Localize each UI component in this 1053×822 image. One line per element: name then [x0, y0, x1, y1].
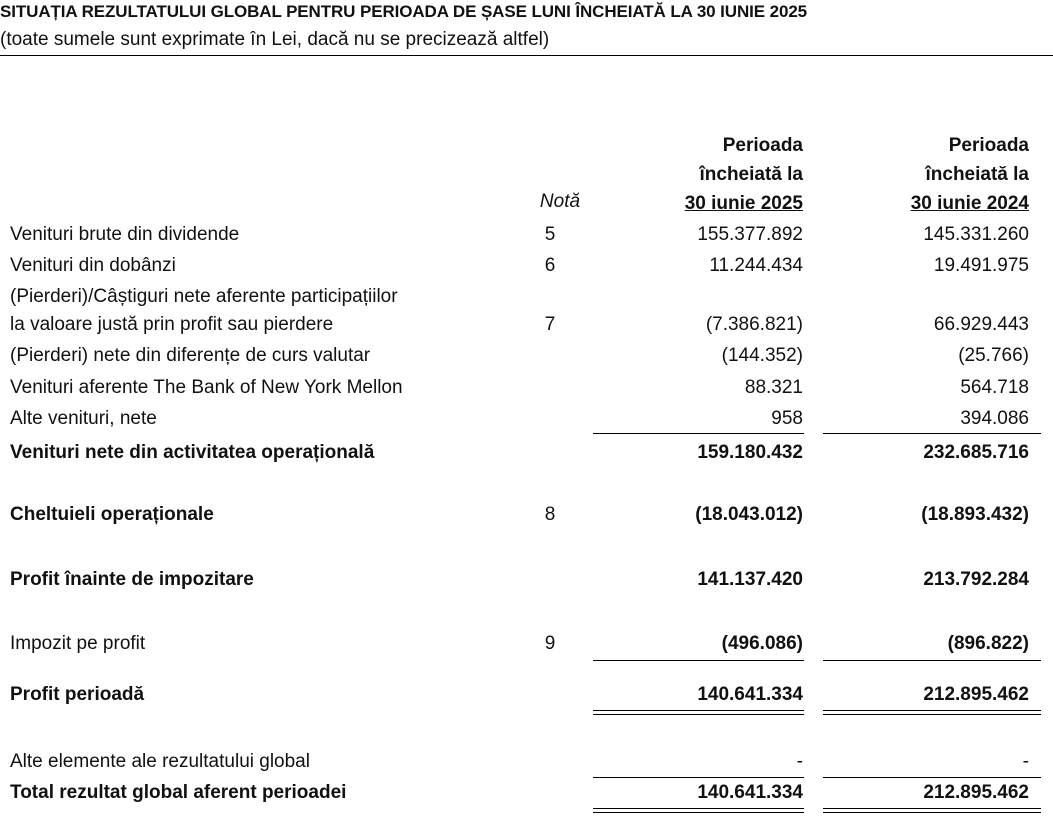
row-note: 8 [544, 504, 556, 525]
row-value-2024: (25.766) [958, 345, 1029, 366]
table-row [0, 569, 1053, 599]
total-double-rule-2025 [593, 710, 804, 715]
row-value-2024: 213.792.284 [923, 569, 1029, 590]
column-header-nota: Notă [539, 191, 581, 212]
row-value-2025: (496.086) [721, 633, 803, 654]
subtotal-rule-2025 [593, 777, 804, 778]
row-label: Alte venituri, nete [10, 408, 157, 429]
row-value-2025: (144.352) [721, 345, 803, 366]
total-double-rule-2024 [823, 808, 1041, 813]
table-row [0, 224, 1053, 254]
table-row [0, 633, 1053, 663]
row-label: Alte elemente ale rezultatului global [10, 751, 310, 772]
row-value-2024: - [1022, 751, 1029, 772]
row-label: (Pierderi)/Câștiguri nete aferente participațiilor [10, 286, 398, 307]
row-value-2024: 66.929.443 [933, 314, 1029, 335]
subtotal-rule-2024 [823, 660, 1041, 661]
statement-subtitle: (toate sumele sunt exprimate în Lei, dacă nu se precizează altfel) [0, 29, 550, 50]
subtotal-rule-2024 [823, 777, 1041, 778]
row-value-2025: 140.641.334 [697, 782, 803, 803]
column-header-2024-line3: 30 iunie 2024 [910, 193, 1029, 214]
table-row [0, 314, 1053, 344]
row-label: Impozit pe profit [10, 633, 146, 654]
subtotal-rule-2025 [593, 660, 804, 661]
row-note: 7 [544, 314, 556, 335]
column-header-2024 [830, 131, 1029, 218]
total-double-rule-2024 [823, 710, 1041, 715]
row-value-2024: 564.718 [960, 377, 1029, 398]
column-header-2024-line2: încheiată la [925, 164, 1029, 185]
column-header-2025-line1: Perioada [722, 135, 803, 156]
table-row [0, 286, 1053, 316]
table-row [0, 442, 1053, 472]
row-label: Venituri din dobânzi [10, 255, 176, 276]
statement-header [0, 0, 1053, 56]
row-label: (Pierderi) nete din diferențe de curs valutar [10, 345, 371, 366]
row-value-2025: 141.137.420 [697, 569, 803, 590]
row-value-2024: 19.491.975 [933, 255, 1029, 276]
row-value-2025: - [796, 751, 803, 772]
row-value-2025: 159.180.432 [697, 442, 803, 463]
row-value-2024: 232.685.716 [923, 442, 1029, 463]
row-label: Total rezultat global aferent perioadei [10, 782, 347, 803]
column-header-2025 [600, 131, 803, 218]
total-double-rule-2025 [593, 808, 804, 813]
row-note: 6 [544, 255, 556, 276]
column-header-2024-line1: Perioada [948, 135, 1029, 156]
row-value-2024: 394.086 [960, 408, 1029, 429]
row-label: la valoare justă prin profit sau pierdere [10, 314, 334, 335]
row-value-2025: 11.244.434 [709, 255, 803, 276]
row-value-2025: 155.377.892 [697, 224, 803, 245]
row-value-2024: 212.895.462 [923, 684, 1029, 705]
row-value-2025: 140.641.334 [697, 684, 803, 705]
row-value-2025: 88.321 [744, 377, 803, 398]
table-row [0, 345, 1053, 375]
row-value-2024: 212.895.462 [923, 782, 1029, 803]
subtotal-rule-2025 [593, 433, 804, 434]
row-label: Venituri aferente The Bank of New York Mellon [10, 377, 403, 398]
row-value-2024: 145.331.260 [923, 224, 1029, 245]
row-label: Venituri brute din dividende [10, 224, 240, 245]
row-label: Profit perioadă [10, 684, 145, 705]
column-header-2025-line2: încheiată la [699, 164, 803, 185]
row-value-2024: (896.822) [947, 633, 1029, 654]
row-note: 5 [544, 224, 556, 245]
table-row [0, 504, 1053, 534]
table-row [0, 255, 1053, 285]
statement-title: SITUAȚIA REZULTATULUI GLOBAL PENTRU PERIOADA DE ȘASE LUNI ÎNCHEIATĂ LA 30 IUNIE 2025 [0, 2, 808, 21]
row-label: Cheltuieli operaționale [10, 504, 214, 525]
subtotal-rule-2024 [823, 433, 1041, 434]
row-value-2025: (7.386.821) [705, 314, 803, 335]
row-label: Venituri nete din activitatea operațională [10, 442, 375, 463]
row-value-2025: (18.043.012) [695, 504, 803, 525]
row-value-2024: (18.893.432) [921, 504, 1029, 525]
row-value-2025: 958 [771, 408, 803, 429]
row-label: Profit înainte de impozitare [10, 569, 254, 590]
row-note: 9 [544, 633, 556, 654]
column-header-2025-line3: 30 iunie 2025 [684, 193, 803, 214]
table-row [0, 377, 1053, 407]
